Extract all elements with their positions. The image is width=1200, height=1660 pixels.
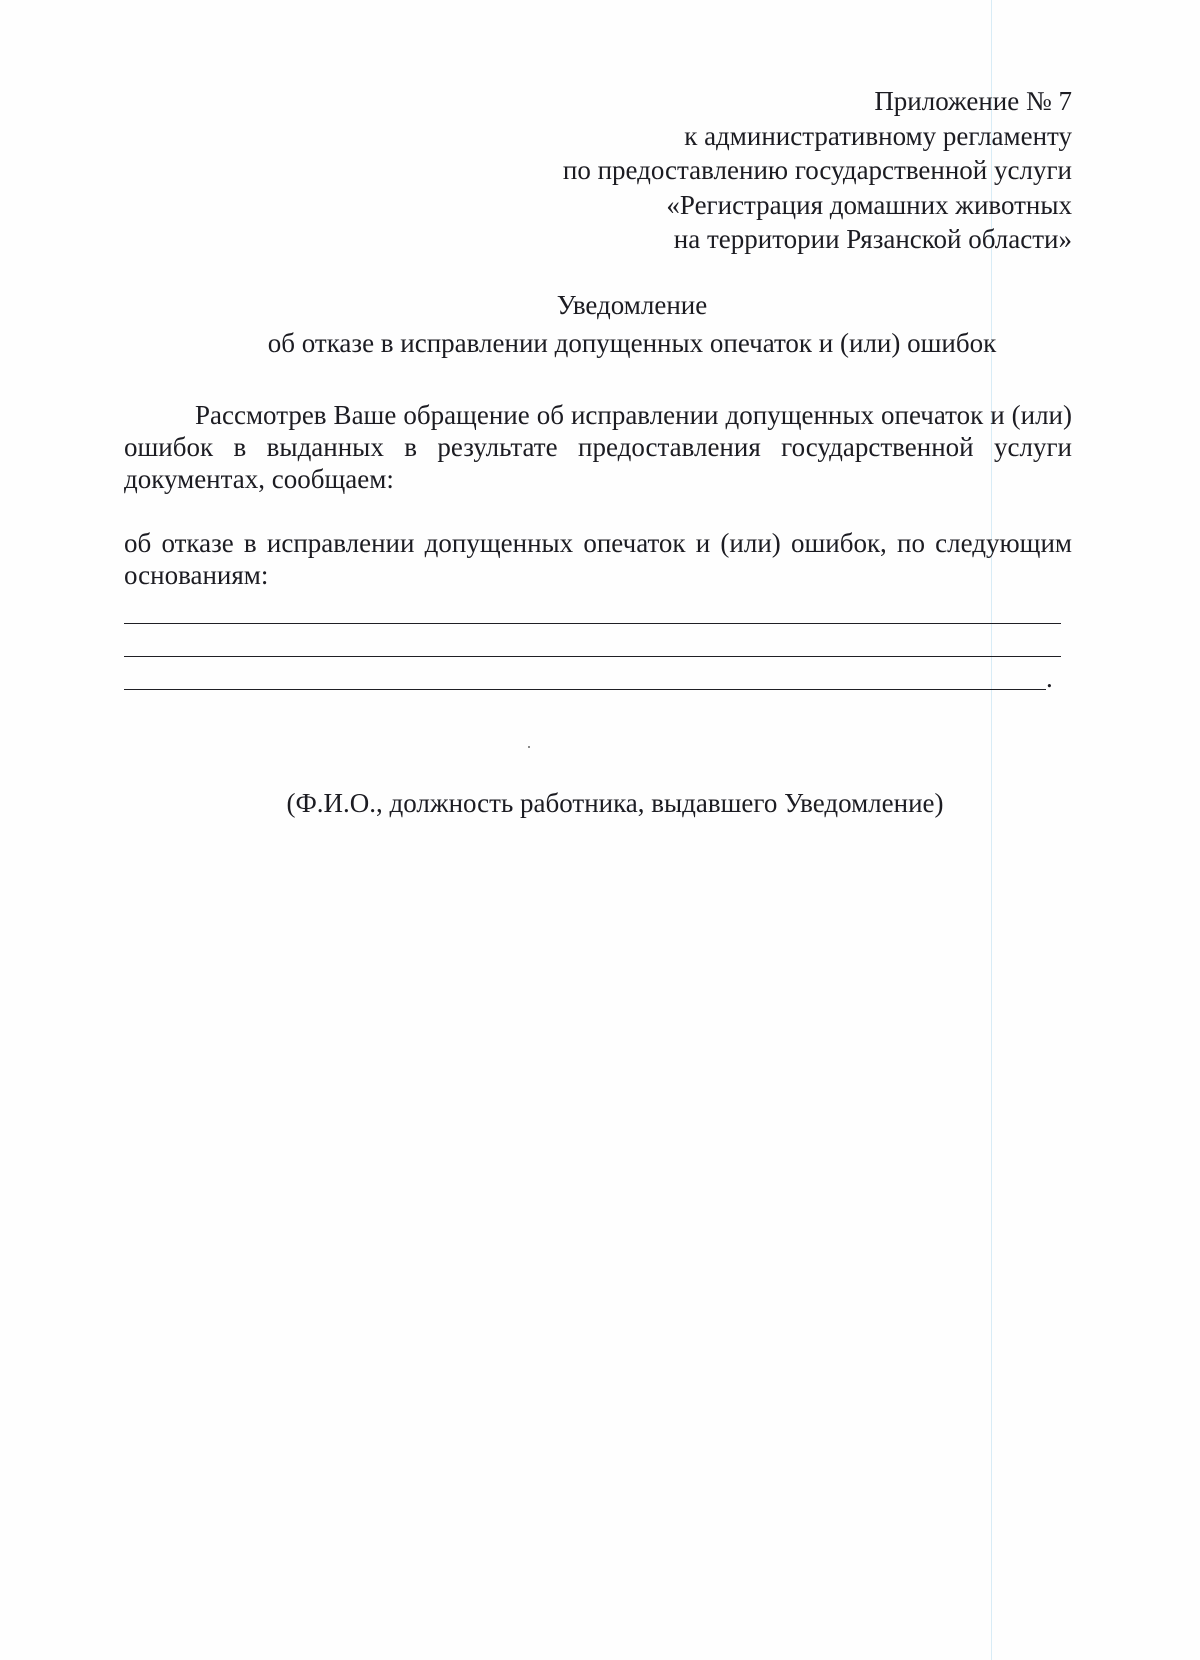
body-paragraph-refusal: об отказе в исправлении допущенных опечаток и (или) ошибок, по следующим основаниям: xyxy=(124,528,1072,590)
appendix-line-service-name: «Регистрация домашних животных xyxy=(666,189,1072,220)
notice-subtitle: об отказе в исправлении допущенных опечаток и (или) ошибок xyxy=(267,328,997,358)
appendix-number: Приложение № 7 xyxy=(874,86,1072,116)
signature-caption: (Ф.И.О., должность работника, выдавшего Уведомление) xyxy=(286,788,944,818)
scan-speck xyxy=(528,746,530,748)
notice-title: Уведомление xyxy=(556,290,708,320)
appendix-line-region: на территории Рязанской области» xyxy=(673,224,1072,254)
appendix-line-regulation: к административному регламенту xyxy=(684,120,1072,151)
closing-period: . xyxy=(1046,663,1053,693)
appendix-line-service: по предоставлению государственной услуги xyxy=(562,155,1072,185)
fill-in-line-1 xyxy=(124,622,1061,624)
body-paragraph-intro: Рассмотрев Ваше обращение об исправлении допущенных опечаток и (или) ошибок в выданных в результате предоставления государственной услуги документах, сообщаем: xyxy=(124,400,1072,494)
fill-in-line-3 xyxy=(124,688,1046,690)
fill-in-line-2 xyxy=(124,655,1061,657)
appendix-header xyxy=(372,84,1072,257)
